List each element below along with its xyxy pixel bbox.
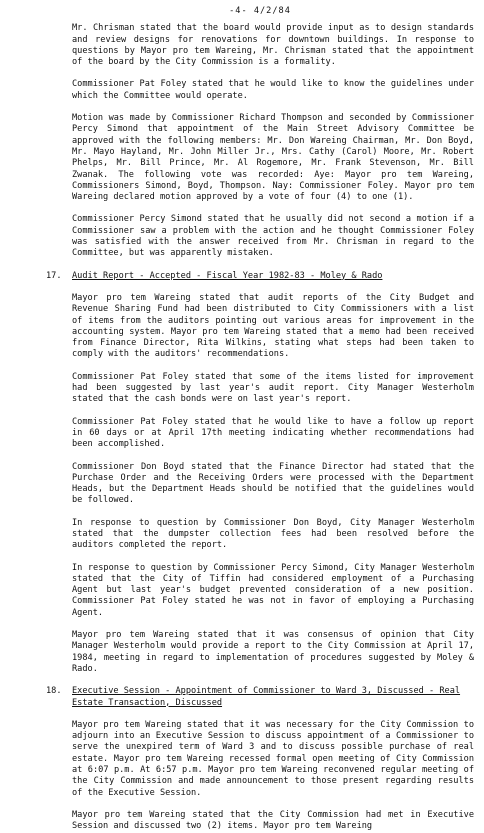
agenda-item [46,686,474,709]
paragraph: Mayor pro tem Wareing stated that it was necessary for the City Commission to adjourn into an Executive Session to discuss appointment of a Commissioner to serve the unexpired term of Ward 3 and to discuss possible purchase of real estate. Mayor pro tem Wareing recessed formal open meeting of City Commission at 6:07 p.m. At 6:57 p.m. Mayor pro tem Wareing reconvened regular meeting of the City Commission and made announcement to those present regarding results of the Executive Session. [72,719,474,798]
agenda-item-number: 17. [46,270,62,281]
paragraph: Mayor pro tem Wareing stated that audit reports of the City Budget and Revenue Sharing Fund had been distributed to City Commissioners with a list of items from the auditors pointing out various areas for improvement in the accounting system. Mayor pro tem Wareing stated that a memo had been received from Finance Director, Rita Wilkins, stating what steps had been taken to comply with the auditors' recommendations. [72,292,474,360]
document-body [46,23,474,832]
paragraph: Mayor pro tem Wareing stated that it was consensus of opinion that City Manager Westerholm would provide a report to the City Commission at April 17, 1984, meeting in regard to implementation of procedures suggested by Moley & Rado. [72,630,474,674]
paragraph: Commissioner Percy Simond stated that he usually did not second a motion if a Commissioner saw a problem with the action and he thought Commissioner Foley was satisfied with the answer received from Mr. Chrisman in regard to the Committee, but was apparently mistaken. [72,214,474,259]
paragraph: Mr. Chrisman stated that the board would provide input as to design standards and review designs for renovations for downtown buildings. In response to questions by Mayor pro tem Wareing, Mr. Chrisman stated that the appointment of the board by the City Commission is a formality. [72,23,474,68]
agenda-item-title: Audit Report - Accepted - Fiscal Year 1982-83 - Moley & Rado [72,270,383,281]
paragraph: Motion was made by Commissioner Richard Thompson and seconded by Commissioner Percy Simond that appointment of the Main Street Advisory Committee be approved with the following members: Mr. Don Wareing Chairman, Mr. Don Boyd, Mr. Mayo Hayland, Mr. John Miller Jr., Mrs. Cathy (Carol) Moore, Mr. Robert Phelps, Mr. Bill Prince, Mr. Al Rogemore, Mr. Frank Stevenson, Mr. Bill Zwanak. The following vote was recorded: Aye: Mayor pro tem Wareing, Commissioners Simond, Boyd, Thompson. Nay: Commissioner Foley. Mayor pro tem Wareing declared motion approved by a vote of four (4) to one (1). [72,113,474,203]
page-header: -4- 4/2/84 [229,6,291,16]
agenda-item [46,271,474,282]
paragraph: Commissioner Pat Foley stated that some of the items listed for improvement had been suggested by last year's audit report. City Manager Westerholm stated that the cash bonds were on last year's report. [72,371,474,405]
agenda-item-number: 18. [46,686,62,697]
paragraph: Commissioner Pat Foley stated that he would like to know the guidelines under which the Committee would operate. [72,79,474,101]
paragraph: In response to question by Commissioner Percy Simond, City Manager Westerholm stated that the City of Tiffin had considered employment of a Purchasing Agent but last year's budget prevented consideration of a new position. Commissioner Pat Foley stated he was not in favor of employing a Purchasing Agent. [72,562,474,618]
paragraph: Mayor pro tem Wareing stated that the City Commission had met in Executive Session and discussed two (2) items. Mayor pro tem Wareing [72,809,474,832]
agenda-item-title: Executive Session - Appointment of Commissioner to Ward 3, Discussed - Real Estate Transaction, Discussed [72,686,461,708]
paragraph: Commissioner Pat Foley stated that he would like to have a follow up report in 60 days or at April 17th meeting indicating whether recommendations had been accomplished. [72,416,474,450]
paragraph: In response to question by Commissioner Don Boyd, City Manager Westerholm stated that the dumpster collection fees had been resolved before the auditors completed the report. [72,517,474,551]
paragraph: Commissioner Don Boyd stated that the Finance Director had stated that the Purchase Order and the Receiving Orders were processed with the Department Heads, but the Department Heads should be notified that the guidelines would be followed. [72,461,474,506]
